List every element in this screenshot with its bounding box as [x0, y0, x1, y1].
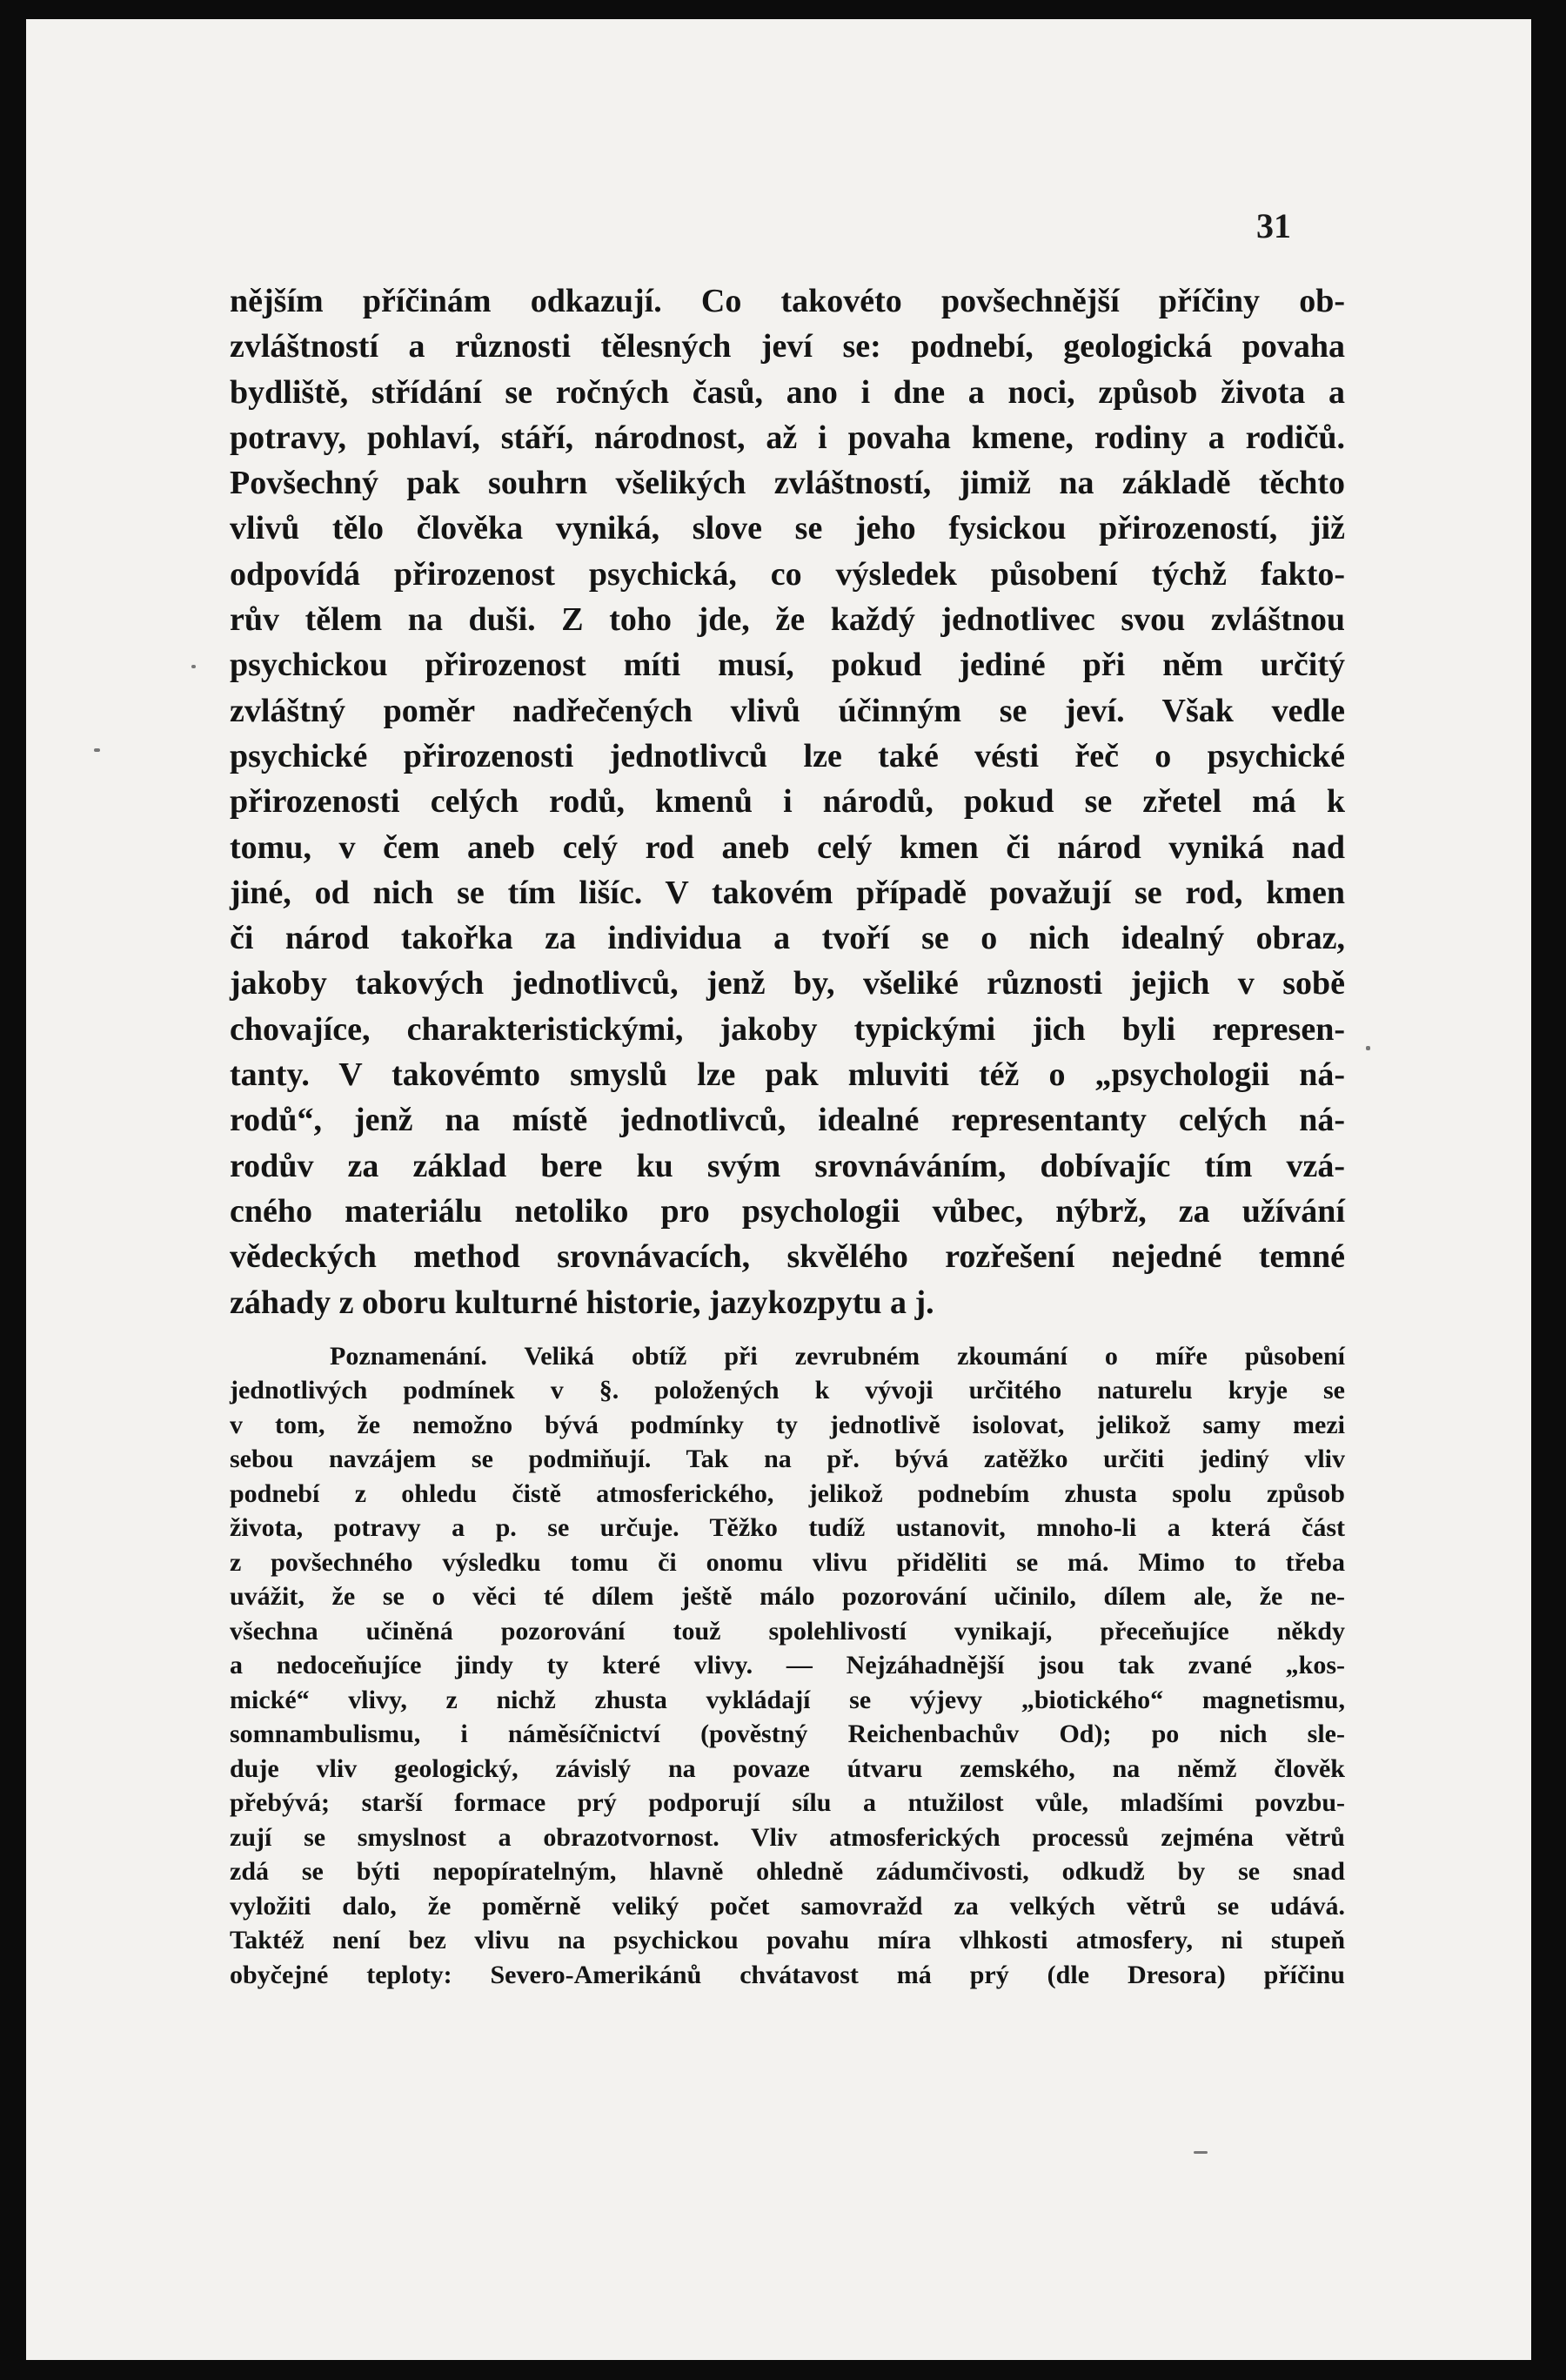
note-paragraph	[230, 1339, 1345, 1993]
text-line: odpovídá přirozenost psychická, co výsledek působení týchž fakto-	[230, 555, 1345, 593]
text-line: psychickou přirozenost míti musí, pokud jediné při něm určitý	[230, 647, 1345, 684]
page-body	[230, 278, 1345, 1992]
text-line: vědeckých method srovnávacích, skvělého rozřešení nejedné temné	[230, 1238, 1345, 1276]
text-line: cného materiálu netoliko pro psychologii vůbec, nýbrž, za užívání	[230, 1192, 1345, 1230]
text-line: nějším příčinám odkazují. Co takovéto povšechnější příčiny ob-	[230, 283, 1345, 319]
text-line: tanty. V takovémto smyslů lze pak mluviti též o „psychologii ná-	[230, 1056, 1345, 1094]
note-line: vyložiti dalo, že poměrně veliký počet samovražd za velkých větrů se udává.	[230, 1891, 1345, 1921]
text-line: přirozenosti celých rodů, kmenů i národů, pokud se zřetel má k	[230, 783, 1345, 821]
note-line: v tom, že nemožno bývá podmínky ty jednotlivě isolovat, jelikož samy mezi	[230, 1410, 1345, 1439]
note-line: a nedoceňujíce jindy ty které vlivy. — Nejzáhadnější jsou tak zvané „kos-	[230, 1651, 1345, 1680]
text-line: potravy, pohlaví, stáří, národnost, až i povaha kmene, rodiny a rodičů.	[230, 419, 1345, 456]
main-paragraph	[230, 278, 1345, 1325]
note-line: Taktéž není bez vlivu na psychickou povahu míra vlhkosti atmosfery, ni stupeň	[230, 1926, 1345, 1955]
note-line: podnebí z ohledu čistě atmosferického, jelikož podnebím zhusta spolu způsob	[230, 1478, 1345, 1508]
note-line: mické“ vlivy, z nichž zhusta vykládají se výjevy „biotického“ magnetismu,	[230, 1685, 1345, 1714]
scan-speck	[1366, 1046, 1370, 1050]
note-line: duje vliv geologický, závislý na povaze útvaru zemského, na němž člověk	[230, 1753, 1345, 1783]
note-line: zují se smyslnost a obrazotvornost. Vliv atmosferických processů zejména větrů	[230, 1822, 1345, 1852]
note-line: všechna učiněná pozorování touž spolehlivostí vynikají, přeceňujíce někdy	[230, 1616, 1345, 1646]
text-line: vlivů tělo člověka vyniká, slove se jeho fysickou přirozeností, již	[230, 510, 1345, 547]
note-line: života, potravy a p. se určuje. Těžko tudíž ustanovit, mnoho-li a která část	[230, 1513, 1345, 1543]
book-page	[26, 19, 1531, 2360]
text-line: jakoby takových jednotlivců, jenž by, všeliké různosti jejich v sobě	[230, 965, 1345, 1002]
text-line: záhady z oboru kulturné historie, jazykozpytu a j.	[230, 1284, 934, 1321]
note-line: z povšechného výsledku tomu či onomu vlivu přiděliti se má. Mimo to třeba	[230, 1547, 1345, 1577]
text-line: rodův za základ bere ku svým srovnáváním, dobívajíc tím vzá-	[230, 1147, 1345, 1184]
text-line: rův tělem na duši. Z toho jde, že každý jednotlivec svou zvláštnou	[230, 601, 1345, 639]
text-line: zvláštný poměr nadřečených vlivů účinným se jeví. Však vedle	[230, 692, 1345, 729]
note-line: zdá se býti nepopíratelným, hlavně ohledně zádumčivosti, odkudž by se snad	[230, 1857, 1345, 1887]
scan-speck	[1194, 2151, 1208, 2154]
text-line: psychické přirozenosti jednotlivců lze také vésti řeč o psychické	[230, 737, 1345, 774]
text-line: či národ takořka za individua a tvoří se o nich idealný obraz,	[230, 920, 1345, 957]
text-line: jiné, od nich se tím lišíc. V takovém případě považují se rod, kmen	[230, 874, 1345, 911]
note-line: sebou navzájem se podmiňují. Tak na př. bývá zatěžko určiti jediný vliv	[230, 1445, 1345, 1474]
scan-speck	[94, 748, 100, 752]
note-line: přebývá; starší formace prý podporují sílu a ntužilost vůle, mladšími povzbu-	[230, 1788, 1345, 1818]
note-line: somnambulismu, i náměsíčnictví (pověstný Reichenbachův Od); po nich sle-	[230, 1720, 1345, 1749]
text-line: chovajíce, charakteristickými, jakoby typickými jich byli represen-	[230, 1010, 1345, 1048]
text-line: Povšechný pak souhrn všelikých zvláštností, jimiž na základě těchto	[230, 465, 1345, 502]
text-line: rodů“, jenž na místě jednotlivců, idealné representanty celých ná-	[230, 1102, 1345, 1139]
text-line: tomu, v čem aneb celý rod aneb celý kmen či národ vyniká nad	[230, 828, 1345, 866]
text-line: zvláštností a různosti tělesných jeví se: podnebí, geologická povaha	[230, 328, 1345, 365]
page-number: 31	[1256, 206, 1291, 245]
note-line: obyčejné teploty: Severo-Amerikánů chvátavost má prý (dle Dresora) příčinu	[230, 1960, 1345, 1989]
text-line: bydliště, střídání se ročných časů, ano i dne a noci, způsob života a	[230, 373, 1345, 411]
note-line: uvážit, že se o věci té dílem ještě málo pozorování učinilo, dílem ale, že ne-	[230, 1582, 1345, 1612]
scan-speck	[191, 665, 196, 668]
note-line: jednotlivých podmínek v §. položených k vývoji určitého naturelu kryje se	[230, 1376, 1345, 1405]
note-line: Poznamenání. Veliká obtíž při zevrubném zkoumání o míře působení	[330, 1341, 1345, 1371]
